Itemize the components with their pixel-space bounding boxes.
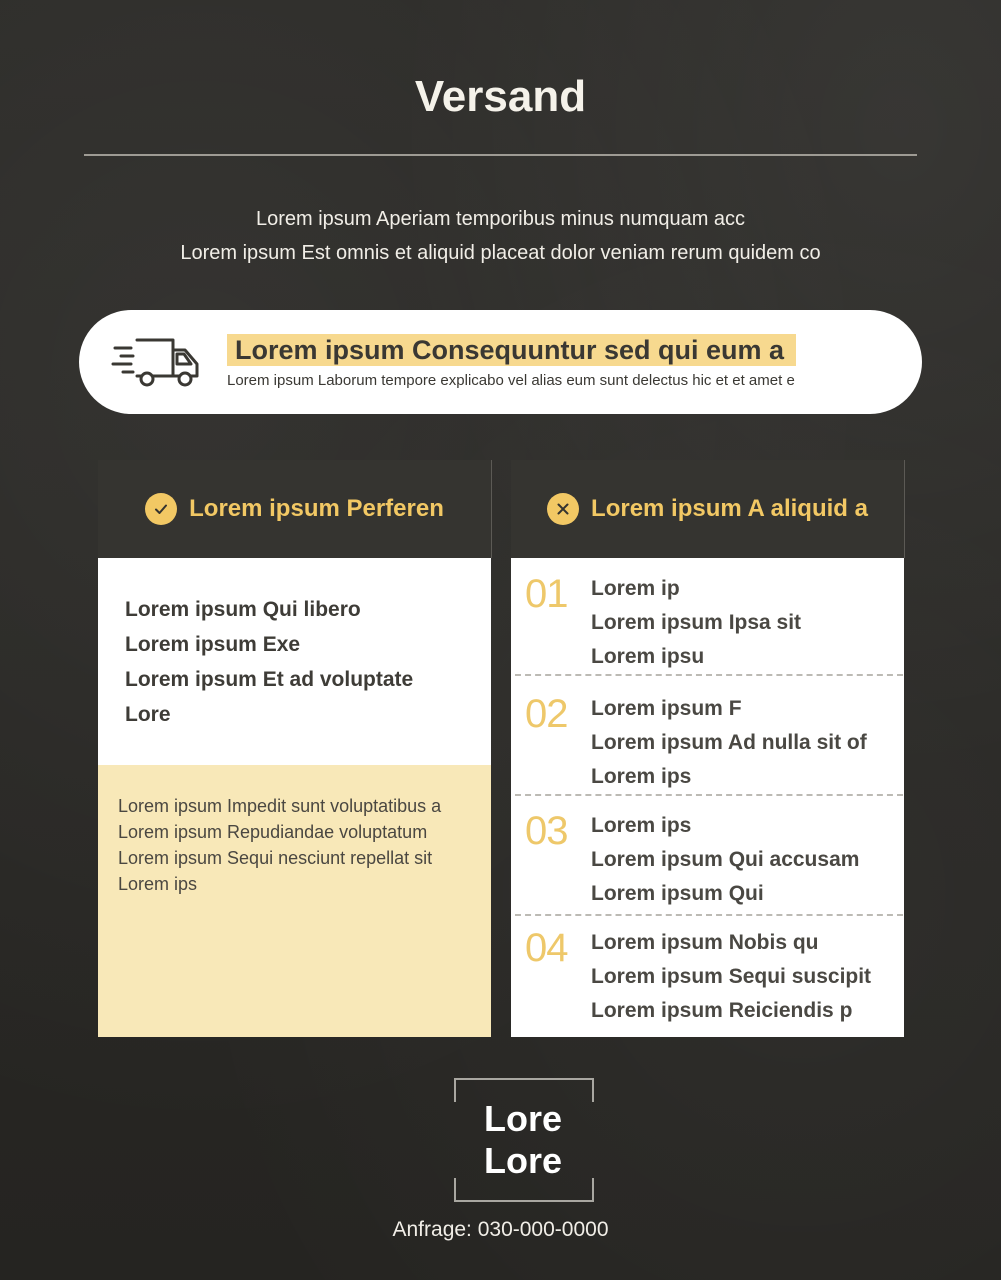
steps-panel [511, 558, 904, 1037]
intro-line: Lorem ipsum Aperiam temporibus minus numquam acc [255, 208, 746, 230]
logo [454, 1078, 592, 1202]
list-item: Lorem ipsum Qui libero [125, 598, 361, 621]
step-line: Lorem ip [591, 577, 680, 600]
contact-phone: Anfrage: 030-000-0000 [392, 1218, 609, 1241]
step-line: Lorem ipsum Ipsa sit [591, 611, 802, 634]
page-title: Versand [414, 72, 587, 121]
allowed-column-header [98, 460, 492, 558]
check-circle-icon [145, 493, 177, 525]
note-line: Lorem ipsum Repudiandae voluptatum [118, 822, 428, 842]
step-line: Lorem ips [591, 765, 692, 788]
note-line: Lorem ips [118, 874, 198, 894]
step-line: Lorem ipsum Sequi suscipit [591, 965, 872, 988]
step-line: Lorem ipsum Nobis qu [591, 931, 819, 954]
logo-line: Lore [483, 1098, 562, 1139]
banner-subtext: Lorem ipsum Laborum tempore explicabo vel alias eum sunt delectus hic et et amet e [227, 372, 795, 389]
step-divider [515, 674, 903, 676]
step-number: 01 [525, 572, 568, 616]
step-line: Lorem ipsum F [591, 697, 742, 720]
note-line: Lorem ipsum Sequi nesciunt repellat sit [118, 848, 433, 868]
title-divider [84, 154, 917, 156]
logo-text [454, 1098, 592, 1182]
step-line: Lorem ipsum Reiciendis p [591, 999, 853, 1022]
logo-line: Lore [483, 1140, 562, 1181]
list-item: Lorem ipsum Exe [125, 633, 301, 656]
delivery-truck-icon [111, 334, 203, 390]
step-number: 03 [525, 809, 568, 853]
intro-text [0, 202, 1001, 270]
list-item: Lore [125, 703, 171, 726]
step-line: Lorem ipsum Qui [591, 882, 764, 905]
allowed-list-panel [98, 558, 491, 765]
step-divider [515, 914, 903, 916]
step-number: 02 [525, 692, 568, 736]
list-item: Lorem ipsum Et ad voluptate [125, 668, 414, 691]
excluded-column-header [511, 460, 905, 558]
step-line: Lorem ipsum Qui accusam [591, 848, 860, 871]
step-number: 04 [525, 926, 568, 970]
step-line: Lorem ips [591, 814, 692, 837]
step-divider [515, 794, 903, 796]
shipping-banner [79, 310, 922, 414]
x-circle-icon [547, 493, 579, 525]
allowed-column-title: Lorem ipsum Perferen [189, 495, 444, 522]
note-panel [98, 765, 491, 1037]
note-text [118, 793, 441, 897]
excluded-column-title: Lorem ipsum A aliquid a [591, 495, 868, 522]
note-line: Lorem ipsum Impedit sunt voluptatibus a [118, 796, 442, 816]
allowed-list [125, 592, 413, 732]
step-line: Lorem ipsu [591, 645, 705, 668]
banner-headline: Lorem ipsum Consequuntur sed qui eum a [227, 334, 796, 366]
intro-line: Lorem ipsum Est omnis et aliquid placeat dolor veniam rerum quidem co [180, 242, 821, 264]
step-line: Lorem ipsum Ad nulla sit of [591, 731, 867, 754]
